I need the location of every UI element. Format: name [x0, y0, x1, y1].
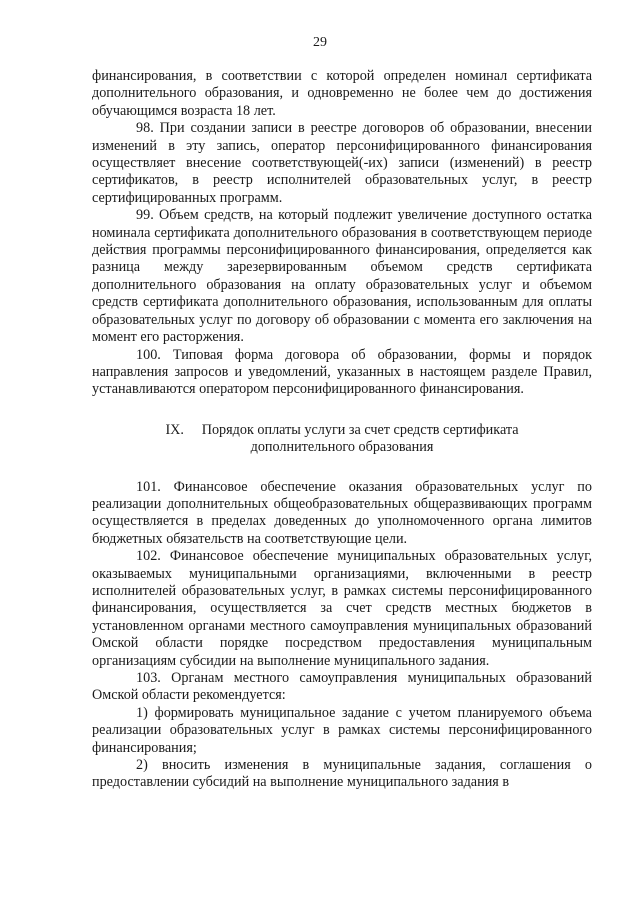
- paragraph-101: 101. Финансовое обеспечение оказания образовательных услуг по реализации дополнительных общеобразовательных общеразвивающих программ осуществляется в пределах доведенных до уполномоченного органа лимитов бюджетных обязательств на соответствующие цели.: [92, 478, 592, 547]
- page-number: 29: [313, 35, 327, 50]
- paragraph-99: 99. Объем средств, на который подлежит увеличение доступного остатка номинала сертификата дополнительного образования в соответствующем периоде действия программы персонифицированного финансирования, определяется как разница между зарезервированным объемом средств сертификата дополнительного образования на оплату образовательных услуг и объемом средств сертификата дополнительного образования, использованным для оплаты образовательных услуг по договору об образовании с момента его заключения на момент его расторжения.: [92, 207, 592, 346]
- section-heading-line1: IX. Порядок оплаты услуги за счет средств сертификата: [165, 421, 519, 438]
- list-item-2: 2) вносить изменения в муниципальные задания, соглашения о предоставлении субсидий на выполнение муниципального задания в: [92, 757, 592, 791]
- list-item-1: 1) формировать муниципальное задание с учетом планируемого объема реализации образовательных услуг в рамках системы персонифицированного финансирования;: [92, 704, 592, 756]
- paragraph-103: 103. Органам местного самоуправления муниципальных образований Омской области рекомендуется:: [92, 670, 592, 704]
- paragraph-102: 102. Финансовое обеспечение муниципальных образовательных услуг, оказываемых муниципальными организациями, включенными в реестр исполнителей образовательных услуг, в рамках системы персонифицированного финансирования, осуществляется за счет средств местных бюджетов в установленном органами местного самоуправления муниципальных образований Омской области порядке посредством предоставления муниципальным организациям субсидии на выполнение муниципального задания.: [92, 548, 592, 669]
- paragraph-98: 98. При создании записи в реестре договоров об образовании, внесении изменений в эту запись, оператор персонифицированного финансирования осуществляет внесение соответствующей(-их) записи (изменений) в реестр сертификатов, в реестр исполнителей образовательных услуг, в реестр сертифицированных программ.: [92, 120, 592, 206]
- section-heading-line2: дополнительного образования: [250, 439, 434, 456]
- section-heading: [92, 422, 592, 457]
- paragraph-100: 100. Типовая форма договора об образовании, формы и порядок направления запросов и уведомлений, указанных в настоящем разделе Правил, устанавливаются оператором персонифицированного финансирования.: [92, 346, 592, 398]
- document-body: [92, 68, 592, 792]
- paragraph-continuation: финансирования, в соответствии с которой определен номинал сертификата дополнительного образования, и одновременно не более чем до достижения обучающимся возраста 18 лет.: [92, 68, 592, 119]
